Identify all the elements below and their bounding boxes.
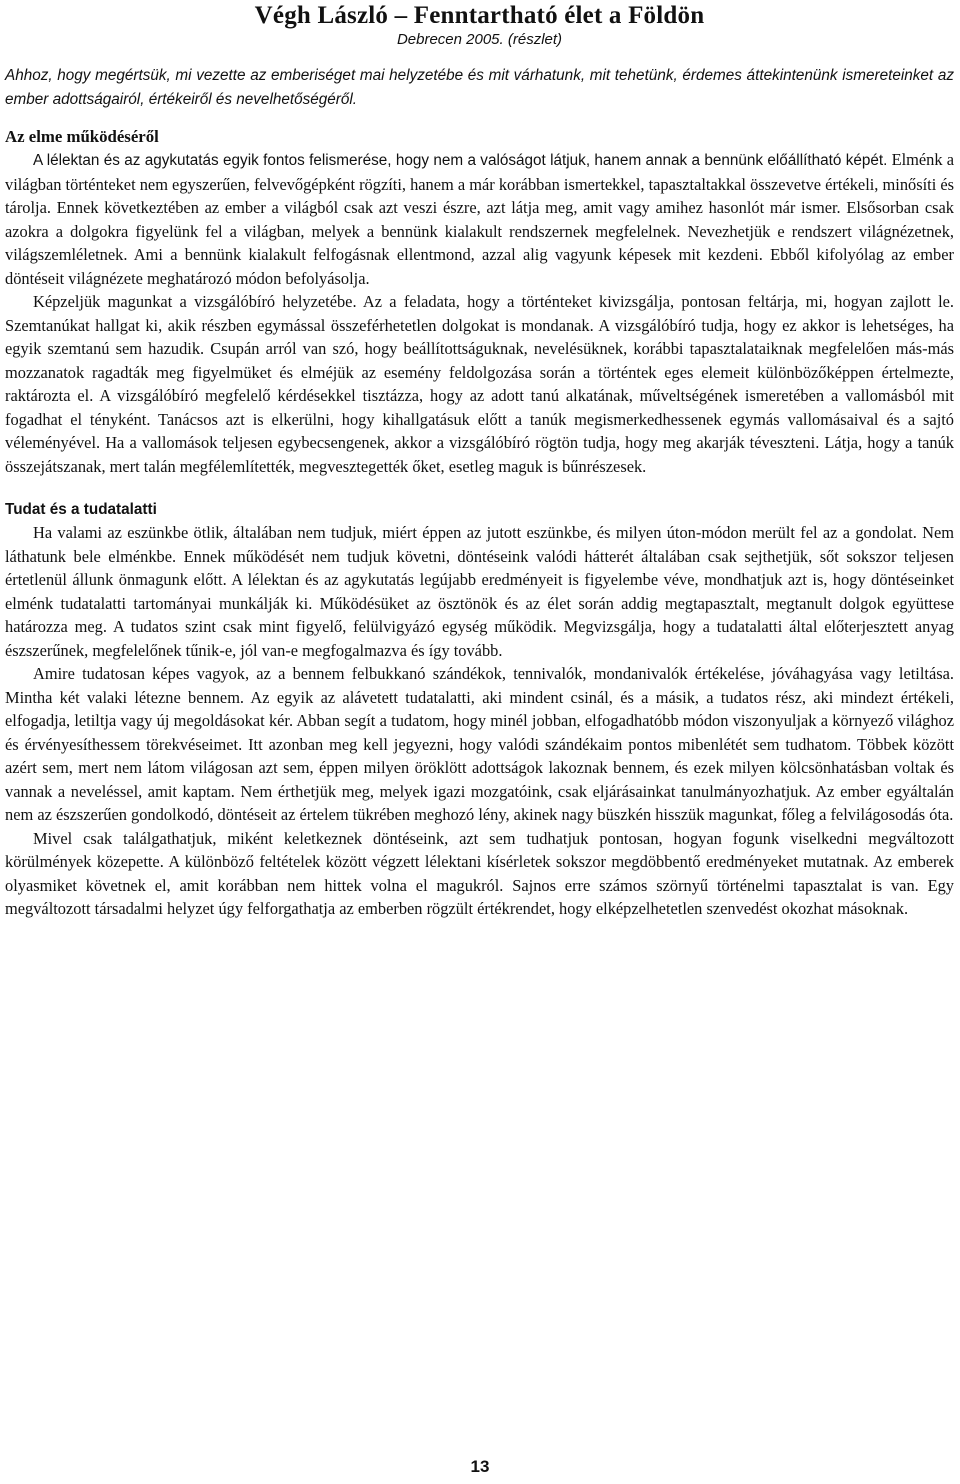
document-subtitle: Debrecen 2005. (részlet) <box>396 31 563 48</box>
section-elme-paragraph-1-body: Elménk a világban történteket nem egyszerűen, felvevőgépként rögzíti, hanem a már korábban ismertekkel, tapasztaltakkal összevetve értékeli, minősíti és tárolja. Ennek következtében az ember a világból csak azt veszi észre, azt látja meg, amit vagy amihez hasonlót már ismer. Elsősorban csak azokra a dolgokra figyelünk fel a világban, melyek a bennünk kialakult rendszernek megfelelnek. Nevezhetjük e rendszert világnézetnek, világszemléletnek. Ami a bennünk kialakult felfogásnak ellentmond, azzal alig vagyunk képesek mit kezdeni. Ebből kifolyólag az ember döntéseit világnézete meghatározó módon befolyásolja. <box>5 150 955 288</box>
section-tudat <box>5 498 954 921</box>
section-heading-elme: Az elme működéséről <box>5 127 159 146</box>
section-tudat-paragraph-1: Ha valami az eszünkbe ötlik, általában nem tudjuk, miért éppen az jutott eszünkbe, és milyen úton-módon merült fel az a gondolat. Nem láthatunk bele elménkbe. Ennek működését nem tudjuk követni, döntéseink valódi hátterét általában csak sejthetjük, sőt sokszor teljesen értetlenül állunk önmagunk előtt. A lélektan és az agykutatás legújabb eredményeit is figyelembe véve, mondhatjuk azt is, hogy döntéseinket elménk tudatalatti tartományai munkálják ki. Működésüket az ösztönök és az élet során addig megtapasztalt, megtanult dolgok együttese határozza meg. A tudatos szint csak mint figyelő, felülvigyázó egység működik. Megvizsgálja, hogy a tudatalatti által előterjesztett anyag észszerűnek, megfelelőnek tűnik-e, jól van-e megfogalmazva és így tovább. <box>5 523 954 660</box>
section-elme <box>5 125 954 478</box>
section-elme-paragraph-1 <box>5 148 954 290</box>
section-elme-paragraph-1-lead: A lélektan és az agykutatás egyik fontos felismerése, hogy nem a valóságot látjuk, hanem annak a bennünk előállítható képét. <box>33 152 888 169</box>
section-tudat-paragraph-3: Mivel csak találgathatjuk, miként keletkeznek döntéseink, azt sem tudhatjuk pontosan, hogyan fogunk viselkedni megváltozott körülmények közepette. A különböző feltételek között végzett lélektani kísérletek sokszor megdöbbentő eredményeket mutatnak. Az emberek olyasmiket követnek el, amit korábban nem hittek volna el magukról. Sajnos erre számos szörnyű történelmi tapasztalat is van. Egy megváltozott társadalmi helyzet úgy felforgathatja az emberben rögzült értékrendet, hogy elképzelhetetlen szenvedést okozhat másoknak. <box>5 828 954 918</box>
intro-paragraph: Ahhoz, hogy megértsük, mi vezette az emberiséget mai helyzetébe és mit várhatunk, mit tehetünk, érdemes áttekintenünk ismereteinket az ember adottságairól, értékeiről és nevelhetőségéről. <box>5 67 954 108</box>
page-number: 13 <box>470 1457 490 1476</box>
document-page <box>5 0 954 921</box>
document-title: Végh László – Fenntartható élet a Földön <box>254 2 705 29</box>
section-heading-tudat: Tudat és a tudatalatti <box>5 501 157 518</box>
section-elme-paragraph-2: Képzeljük magunkat a vizsgálóbíró helyzetébe. Az a feladata, hogy a történteket kivizsgálja, pontosan feltárja, mi, hogyan zajlott le. Szemtanúkat hallgat ki, akik részben egymással összeférhetetlen dolgokat is mondanak. A vizsgálóbíró tudja, hogy ez akkor is lehetséges, ha egyik szemtanú sem hazudik. Csupán arról van szó, hogy beállítottságuknak, nevelésüknek, korábbi tapasztalataiknak megfelelően más-más mozzanatok ragadták meg figyelmüket és elméjük az esemény feldolgozása során a történtek eges elemeit különbözőképpen értelmezte, raktározta el. A vizsgálóbíró megfelelő kérdésekkel tisztázza, hogy az adott tanú alkatának, műveltségének ismeretében a vallomásból mit fogadhat el tényként. Tanácsos azt is elkerülni, hogy kihallgatásuk előtt a tanúk megismerkedhessenek egymás vallomásaival és a sajtó véleményével. Ha a vallomások teljesen egybecsengenek, akkor a vizsgálóbíró rögtön tudja, hogy meg akarják téveszteni. Látja, hogy a tanúk összejátszanak, mert talán megfélemlítették, megvesztegették őket, esetleg maguk is bűnrészesek. <box>5 292 954 476</box>
section-tudat-paragraph-2: Amire tudatosan képes vagyok, az a bennem felbukkanó szándékok, tennivalók, mondanivalók értékelése, jóváhagyása vagy letiltása. Mintha két valaki létezne bennem. Az egyik az alávetett tudatalatti, aki mindent csinál, és a másik, a tudatos rész, aki mindezt értékeli, elfogadja, letiltja vagy új megoldásokat kér. Abban segít a tudatom, hogy minél jobban, elfogadhatóbb módon viszonyuljak a környező világhoz és érvényesíthessem törekvéseimet. Itt azonban meg kell jegyezni, hogy valódi szándékaim pontos mibenlétét sem tudhatom. Többek között azért sem, mert nem látom világosan azt sem, éppen milyen öröklött adottságok lakoznak bennem, és ezek milyen kölcsönhatásban voltak és vannak a neveléssel, amit kaptam. Nem érthetjük meg, melyek igazi mozgatóink, csak eljárásainkat tanulmányozhatjuk. Az ember egyáltalán nem az észszerűen gondolkodó, döntéseit az értelem tükrében meghozó lény, akinek nagy büszkén hisszük magunkat, főleg a felvilágosodás óta. <box>5 664 954 824</box>
